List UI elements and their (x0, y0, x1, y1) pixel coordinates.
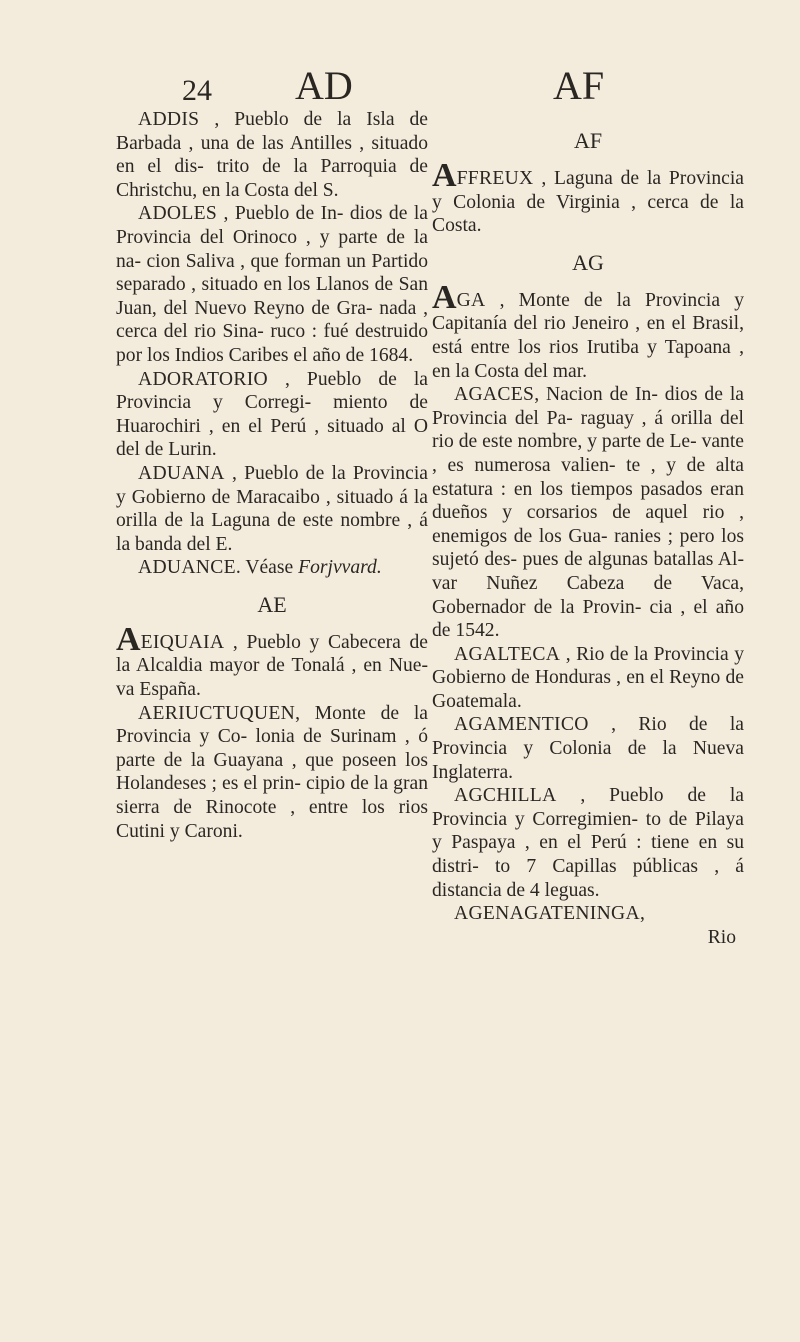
catchword: Rio (707, 926, 736, 948)
cross-reference: Forjvvard. (298, 557, 382, 579)
entry-text: , Pueblo de la Isla de Barbada , una de las Antilles , situado en el dis- trito de la Parroquia de Christchu, en la Costa del S. (116, 109, 428, 201)
entry-text: , Nacion de In- dios de la Provincia del Pa- raguay , á orilla del rio de este nombre, y parte de Le- vante , es numerosa valien- te , y de alta estatura : en los tiempos pasados eran dueños y corsarios de aquel rio , enemigos de los Gua- ranies ; pero los sujetó des- pues de algunas batallas Al- var Nuñez Cabeza de Vaca, Gobernador de la Provin- cia , el año de 1542. (432, 384, 744, 642)
entry-text: , Monte de la Provincia y Capitanía del rio Jeneiro , en el Brasil, está entre los rios Irutiba y Tapoana , en la Costa del mar. (432, 289, 744, 382)
headword: ADOLES (138, 203, 218, 225)
headword: EIQUAIA (140, 631, 225, 653)
entry-text: , Laguna de la Provincia y Colonia de Virginia , cerca de la Costa. (432, 168, 744, 237)
entry-agaces (432, 383, 744, 643)
entry-text: , Pueblo y Cabecera de la Alcaldia mayor de Tonalá , en Nue- va España. (116, 631, 428, 701)
headword: AGAMENTICO (454, 714, 589, 736)
entry-agchilla (432, 784, 744, 902)
entry-text: , (639, 903, 645, 925)
section-heading-af: AF (573, 128, 603, 153)
section-heading-ae: AE (257, 591, 287, 617)
entry-adoles (116, 202, 428, 367)
entry-agenagateninga (432, 902, 744, 926)
running-head-left: AD (295, 63, 353, 108)
entry-text: , Pueblo de la Provincia y Corregi- miento de Huarochiri , en el Perú , situado al O del de Lurin. (116, 368, 428, 461)
entry-agalteca (432, 643, 744, 714)
entry-aeiquaia (116, 620, 428, 702)
entry-agamentico (432, 713, 744, 784)
entry-text: , Pueblo de la Provincia y Corregimien- to de Pilaya y Paspaya , en el Perú : tiene en su distri- to 7 Capillas públicas , á distancia de 4 leguas. (432, 785, 744, 901)
entry-affreux (432, 157, 744, 238)
headword: AGALTECA (454, 643, 561, 665)
entry-aeriuctuquen (116, 702, 428, 844)
headword: AGENAGATENINGA (454, 903, 640, 925)
entry-text: , Rio de la Provincia y Gobierno de Honduras , en el Reyno de Goatemala. (432, 643, 744, 712)
entry-text: . Véase (235, 557, 299, 579)
entry-aga (432, 278, 744, 383)
section-heading-ag: AG (572, 249, 604, 275)
entry-aduance (116, 556, 428, 580)
left-column (116, 108, 428, 843)
headword: FFREUX (456, 168, 534, 189)
entry-addis (116, 108, 428, 202)
headword: ADUANCE (138, 557, 236, 579)
headword: AGCHILLA (454, 785, 557, 807)
headword: GA (456, 289, 486, 311)
headword: ADUANA (138, 462, 225, 484)
headword: ADDIS (138, 109, 200, 130)
drop-initial: A (432, 157, 457, 194)
entry-text: , Monte de la Provincia y Co- lonia de Surinam , ó parte de la Guayana , que poseen los Holandeses ; es el prin- cipio de la gran sierra de Rinocote , entre los rios Cutini y Caroni. (116, 702, 428, 842)
page-number: 24 (182, 74, 212, 107)
entry-text: , Rio de la Provincia y Colonia de la Nueva Inglaterra. (432, 714, 744, 783)
drop-initial: A (116, 620, 141, 658)
entry-aduana (116, 462, 428, 556)
entry-text: , Pueblo de In- dios de la Provincia del Orinoco , y parte de la na- cion Saliva , que forman un Partido separado , situado en los Llanos de San Juan, del Nuevo Reyno de Gra- nada , cerca del rio Sina- ruco : fué destruido por los Indios Caribes el año de 1684. (116, 203, 428, 366)
right-column (432, 108, 744, 949)
drop-initial: A (432, 278, 457, 316)
running-head-right: AF (553, 63, 605, 108)
headword: AERIUCTUQUEN (138, 702, 296, 724)
headword: ADORATORIO (138, 368, 269, 390)
headword: AGACES (454, 384, 535, 406)
entry-text: , Pueblo de la Provincia y Gobierno de Maracaibo , situado á la orilla de la Laguna de este nombre , á la banda del E. (116, 462, 428, 555)
entry-adoratorio (116, 368, 428, 462)
